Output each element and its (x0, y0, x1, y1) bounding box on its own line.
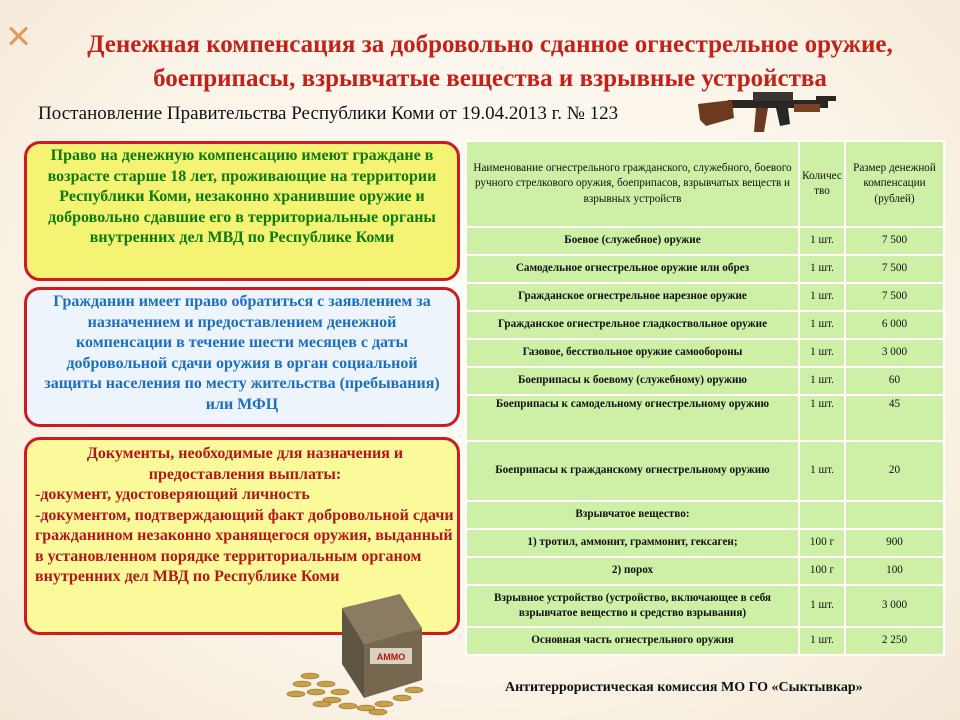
table-row (466, 367, 944, 395)
cell-quantity: 1 шт. (799, 311, 845, 339)
cell-item-name: Боевое (служебное) оружие (466, 227, 799, 255)
cell-quantity: 1 шт. (799, 339, 845, 367)
cell-item-name: Гражданское огнестрельное нарезное оружие (466, 283, 799, 311)
table-row (466, 585, 944, 627)
table-row (466, 627, 944, 655)
header-quantity: Количество (799, 141, 845, 227)
cell-item-name: Взрывное устройство (устройство, включающее в себя взрывчатое вещество и средство взрывания) (466, 585, 799, 627)
cell-amount: 7 500 (845, 255, 944, 283)
table-row (466, 311, 944, 339)
compensation-table-wrap (465, 140, 943, 660)
cell-quantity: 1 шт. (799, 283, 845, 311)
page-subtitle: Постановление Правительства Республики Коми от 19.04.2013 г. № 123 (38, 103, 619, 124)
header-name: Наименование огнестрельного гражданского, служебного, боевого ручного стрелкового оружия, боеприпасов, взрывчатых веществ и взрывных устройств (466, 141, 799, 227)
cell-quantity: 1 шт. (799, 367, 845, 395)
table-row (466, 441, 944, 501)
application-text: Гражданин имеет право обратиться с заявлением за назначением и предоставлением денежной компенсации в течение шести месяцев с даты добровольной сдачи оружия в орган социальной защиты населения по месту жительства (пребывания) или МФЦ (44, 293, 440, 413)
cell-item-name: Основная часть огнестрельного оружия (466, 627, 799, 655)
application-box (24, 287, 460, 427)
cell-amount: 2 250 (845, 627, 944, 655)
cell-item-name: Боеприпасы к гражданскому огнестрельному оружию (466, 441, 799, 501)
table-row (466, 501, 944, 529)
header-amount: Размер денежной компенсации (рублей) (845, 141, 944, 227)
eligibility-box (24, 141, 460, 281)
cell-quantity: 1 шт. (799, 441, 845, 501)
cell-amount: 3 000 (845, 339, 944, 367)
cell-item-name: Газовое, бесствольное оружие самообороны (466, 339, 799, 367)
table-row (466, 255, 944, 283)
cell-amount: 60 (845, 367, 944, 395)
cell-item-name: Гражданское огнестрельное гладкоствольное оружие (466, 311, 799, 339)
table-row (466, 529, 944, 557)
ammo-box-label: AMMO (376, 652, 406, 662)
table-row (466, 557, 944, 585)
cell-item-name: Взрывчатое вещество: (466, 501, 799, 529)
cell-quantity: 100 г (799, 557, 845, 585)
rifle-icon (698, 86, 838, 142)
page-title: Денежная компенсация за добровольно сданное огнестрельное оружие, боеприпасы, взрывчатые вещества и взрывные устройства (87, 31, 893, 92)
cell-quantity: 1 шт. (799, 227, 845, 255)
table-header-row (466, 141, 944, 227)
cell-amount: 100 (845, 557, 944, 585)
cell-item-name: Боеприпасы к самодельному огнестрельному оружию (466, 395, 799, 441)
cell-amount: 3 000 (845, 585, 944, 627)
documents-item-1: -документ, удостоверяющий личность (35, 486, 310, 503)
cell-item-name: 1) тротил, аммонит, граммонит, гексаген; (466, 529, 799, 557)
cell-item-name: Самодельное огнестрельное оружие или обрез (466, 255, 799, 283)
cell-amount: 20 (845, 441, 944, 501)
table-row (466, 395, 944, 441)
cell-quantity: 100 г (799, 529, 845, 557)
table-row (466, 227, 944, 255)
documents-item-2: -документом, подтверждающий факт добровольной сдачи гражданином незаконно хранящегося оружия, выданный в установленном порядке территориальным органом внутренних дел МВД по Республике Коми (35, 506, 454, 585)
cell-item-name: 2) порох (466, 557, 799, 585)
cell-amount: 900 (845, 529, 944, 557)
cell-amount (845, 501, 944, 529)
cell-amount: 7 500 (845, 227, 944, 255)
table-row (466, 339, 944, 367)
eligibility-text: Право на денежную компенсацию имеют граждане в возрасте старше 18 лет, проживающие на территории Республики Коми, незаконно хранившие оружие и добровольно сдавшие его в территориальные органы внутренних дел МВД по Республике Коми (47, 147, 437, 246)
compensation-table (465, 140, 945, 656)
cell-item-name: Боеприпасы к боевому (служебному) оружию (466, 367, 799, 395)
table-row (466, 283, 944, 311)
cell-quantity: 1 шт. (799, 395, 845, 441)
footer-commission: Антитеррористическая комиссия МО ГО «Сыктывкар» (505, 680, 863, 695)
ammunition-image (282, 588, 432, 718)
documents-heading: Документы, необходимые для назначения и предоставления выплаты: (86, 445, 404, 483)
cell-quantity: 1 шт. (799, 585, 845, 627)
cell-amount: 45 (845, 395, 944, 441)
cell-quantity: 1 шт. (799, 627, 845, 655)
cell-amount: 6 000 (845, 311, 944, 339)
cell-quantity (799, 501, 845, 529)
cell-amount: 7 500 (845, 283, 944, 311)
cell-quantity: 1 шт. (799, 255, 845, 283)
